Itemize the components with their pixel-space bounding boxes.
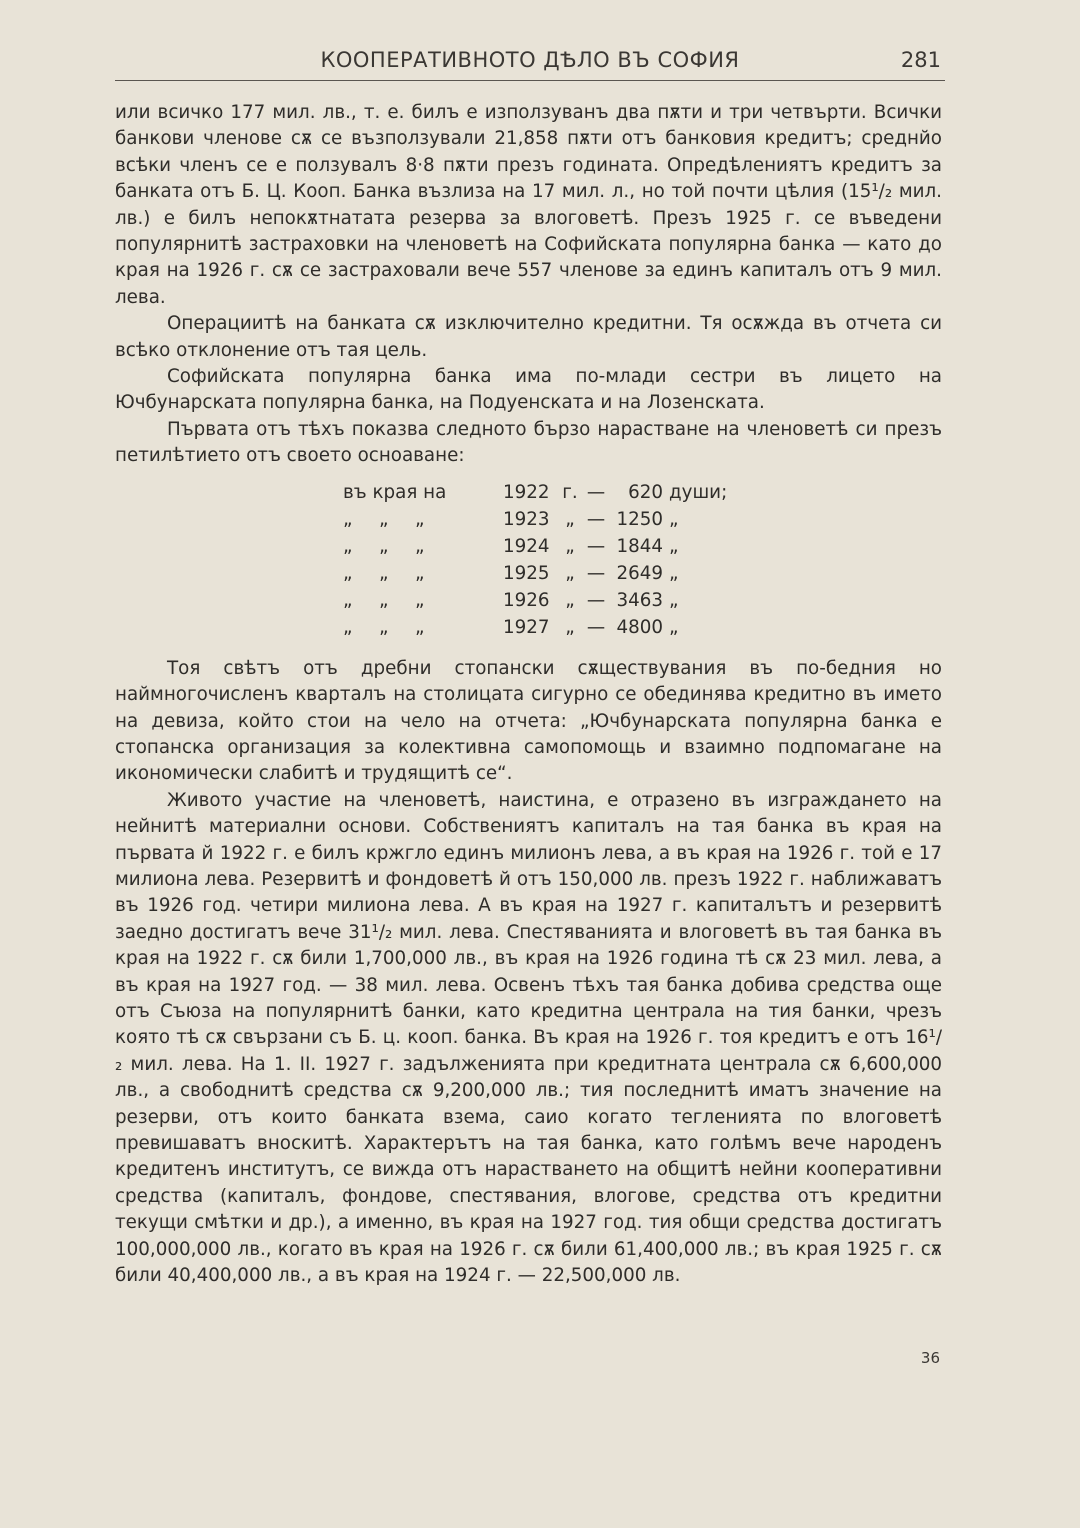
row-unit: „ — [565, 589, 575, 611]
row-dash: — — [586, 481, 606, 503]
row-member-count: 1250 — [616, 508, 663, 530]
signature-mark: 36 — [920, 1349, 940, 1367]
row-prefix — [343, 534, 503, 561]
paragraph: Операциитѣ на банката сѫ изключително кредитни. Тя осѫжда въ отчета си всѣко отклонение отъ тая цель. — [115, 313, 942, 361]
table-row — [343, 507, 749, 534]
ditto-mark: „ — [343, 562, 353, 584]
row-dash: — — [586, 535, 606, 557]
row-dash: — — [586, 616, 606, 638]
row-prefix — [343, 507, 503, 534]
row-unit: „ — [565, 508, 575, 530]
row-prefix: въ края на — [343, 481, 447, 503]
ditto-mark: „ — [379, 562, 389, 584]
row-prefix — [343, 588, 503, 615]
row-suffix: души; — [669, 481, 728, 503]
table-row — [343, 534, 749, 561]
row-member-count: 2649 — [616, 562, 663, 584]
row-dash: — — [586, 508, 606, 530]
ditto-mark: „ — [415, 535, 425, 557]
row-year: 1924 — [503, 535, 550, 557]
paragraph: Тоя свѣтъ отъ дребни стопански сѫществувания въ по-бедния но наймногочисленъ кварталъ на столицата сигурно се обединява кредитно въ името на девиза, който стои на чело на отчета: „Ючбунарската популярна банка е стопанска организация за колективна самопомощь и взаимно подпомагане на икономически слабитѣ и трудящитѣ се“. — [115, 657, 942, 785]
ditto-mark: „ — [379, 616, 389, 638]
ditto-mark: „ — [343, 589, 353, 611]
row-member-count: 620 — [628, 481, 663, 503]
ditto-mark: „ — [379, 589, 389, 611]
table-row — [343, 615, 749, 642]
row-member-count: 1844 — [616, 535, 663, 557]
running-header — [115, 46, 945, 81]
row-year: 1922 — [503, 481, 550, 503]
ditto-mark: „ — [343, 508, 353, 530]
ditto-mark: „ — [343, 616, 353, 638]
row-unit: „ — [565, 535, 575, 557]
row-year: 1925 — [503, 562, 550, 584]
ditto-mark: „ — [415, 616, 425, 638]
row-member-count: 3463 — [616, 589, 663, 611]
ditto-mark: „ — [379, 535, 389, 557]
running-title: КООПЕРАТИВНОТО ДѢЛО ВЪ СОФИЯ — [320, 48, 740, 72]
row-dash: — — [586, 589, 606, 611]
table-row — [343, 588, 749, 615]
body-text — [115, 100, 942, 1289]
table-row — [343, 480, 749, 507]
page-number: 281 — [900, 48, 941, 72]
row-unit: „ — [565, 562, 575, 584]
row-member-count: 4800 — [616, 616, 663, 638]
row-prefix — [343, 615, 503, 642]
ditto-mark: „ — [415, 562, 425, 584]
row-year: 1927 — [503, 616, 550, 638]
ditto-mark: „ — [415, 508, 425, 530]
row-suffix: „ — [669, 508, 679, 530]
row-suffix: „ — [669, 616, 679, 638]
ditto-mark: „ — [379, 508, 389, 530]
row-year: 1923 — [503, 508, 550, 530]
row-prefix — [343, 561, 503, 588]
row-year: 1926 — [503, 589, 550, 611]
row-suffix: „ — [669, 589, 679, 611]
ditto-mark: „ — [415, 589, 425, 611]
membership-table — [343, 480, 749, 642]
row-unit: г. — [562, 481, 578, 503]
paragraph: Първата отъ тѣхъ показва следното бързо нарастване на членоветѣ си презъ петилѣтието отъ своето осноаване: — [115, 418, 942, 467]
row-unit: „ — [565, 616, 575, 638]
paragraph: Софийската популярна банка има по-млади сестри въ лицето на Ючбунарската популярна банка, на Подуенската и на Лозенската. — [115, 366, 942, 414]
paragraph: или всичко 177 мил. лв., т. е. билъ е използуванъ два пѫти и три четвърти. Всички банкови членове сѫ се възползували 21,858 пѫти отъ банковия кредитъ; среднйо всѣки членъ се е ползувалъ 8·8 пѫти презъ годината. Опредѣлениятъ кредитъ за банката отъ Б. Ц. Кооп. Банка възлиза на 17 мил. л., но той почти цѣлия (15¹/₂ мил. лв.) е билъ непокѫтнатата резерва за влоговетѣ. Презъ 1925 г. се въведени популярнитѣ застраховки на членоветѣ на Софийската популярна банка — като до края на 1926 г. сѫ се застраховали вече 557 членове за единъ капиталъ отъ 9 мил. лева. — [115, 102, 942, 308]
ditto-mark: „ — [343, 535, 353, 557]
row-suffix: „ — [669, 535, 679, 557]
paragraph: Живото участие на членоветѣ, наистина, е отразено въ изграждането на нейнитѣ материални основи. Собствениятъ капиталъ на тая банка въ края на първата й 1922 г. е билъ кржгло единъ милионъ лева, а въ края на 1926 г. той е 17 милиона лева. Резервитѣ и фондоветѣ й отъ 150,000 лв. презъ 1922 г. наближаватъ въ 1926 год. четири милиона лева. А въ края на 1927 г. капиталътъ и резервитѣ заедно достигатъ вече 31¹/₂ мил. лева. Спестяванията и влоговетѣ въ тая банка въ края на 1922 г. сѫ били 1,700,000 лв., въ края на 1926 година тѣ сѫ 23 мил. лева, а въ края на 1927 год. — 38 мил. лева. Освенъ тѣхъ тая банка добива средства още отъ Съюза на популярнитѣ банки, като кредитна централа на тия банки, чрезъ която тѣ сѫ свързани съ Б. ц. кооп. банка. Въ края на 1926 г. тоя кредитъ е отъ 16¹/₂ мил. лева. На 1. II. 1927 г. задълженията при кредитната централа сѫ 6,600,000 лв., а свободнитѣ средства сѫ 9,200,000 лв.; тия последнитѣ иматъ значение на резерви, отъ които банката взема, саио когато тегленията по влоговетѣ превишаватъ вноскитѣ. Характерътъ на тая банка, като голѣмъ вече народенъ кредитенъ институтъ, се вижда отъ нарастването на общитѣ нейни кооперативни средства (капиталъ, фондове, спестявания, влогове, средства отъ кредитни текущи смѣтки и др.), а именно, въ края на 1927 год. тия общи средства достигатъ 100,000,000 лв., когато въ края на 1926 г. сѫ били 61,400,000 лв.; въ края 1925 г. сѫ били 40,400,000 лв., а въ края на 1924 г. — 22,500,000 лв. — [115, 789, 942, 1287]
row-suffix: „ — [669, 562, 679, 584]
row-dash: — — [586, 562, 606, 584]
table-row — [343, 561, 749, 588]
